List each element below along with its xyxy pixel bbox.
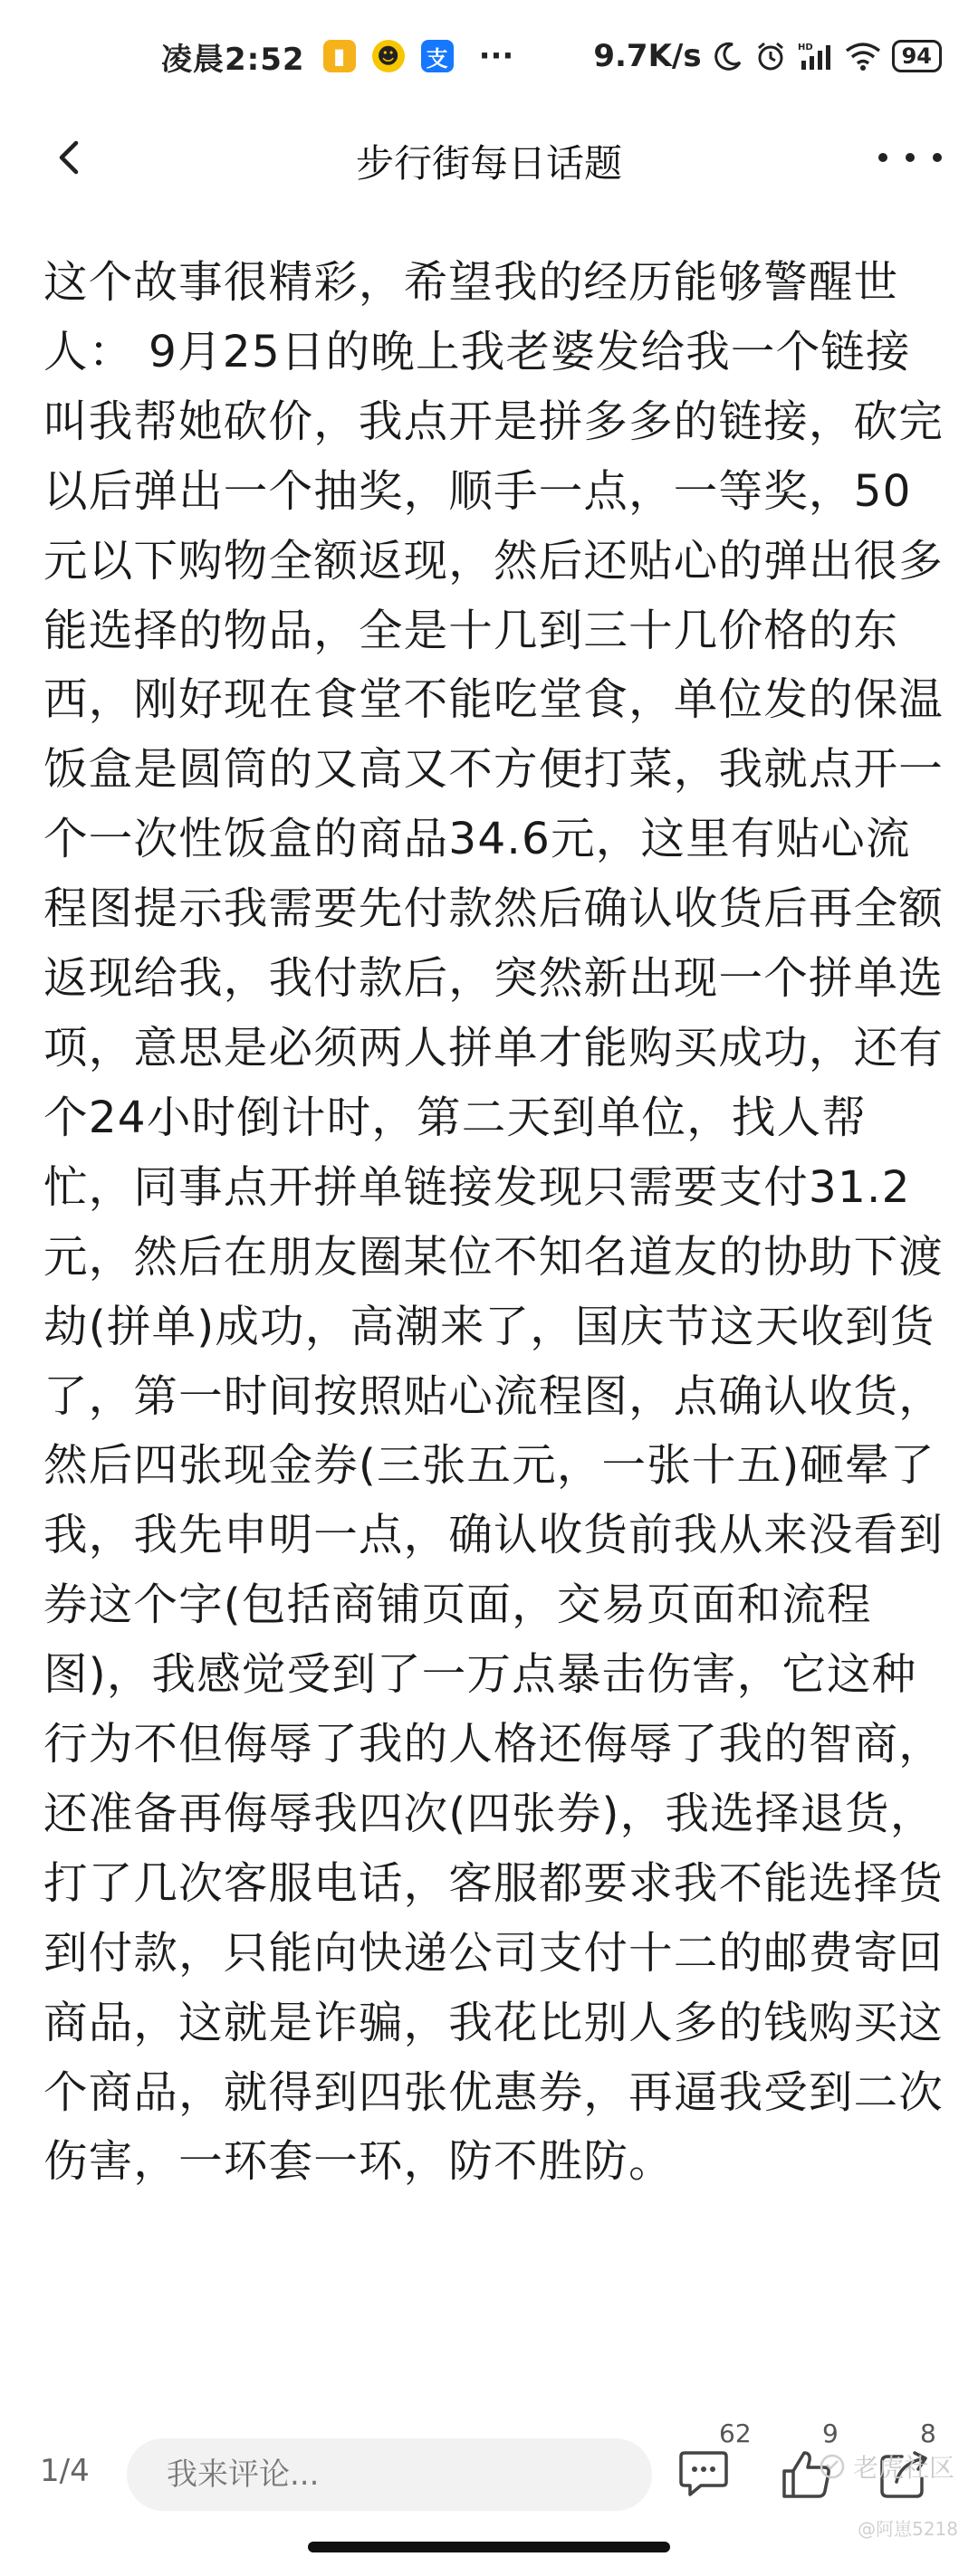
wifi-icon — [845, 42, 881, 71]
comment-input[interactable]: 我来评论... — [127, 2438, 652, 2511]
comment-button[interactable] — [677, 2419, 752, 2505]
network-speed: 9.7K/s — [593, 38, 702, 74]
emoji-app-icon: ☻ — [372, 40, 405, 72]
watermark-text: 老虎社区 — [852, 2453, 954, 2483]
alipay-icon: 支 — [421, 40, 454, 72]
status-right-group — [593, 38, 942, 74]
status-time: 凌晨2:52 — [161, 41, 305, 78]
home-indicator[interactable] — [308, 2542, 670, 2552]
more-button[interactable] — [878, 139, 942, 176]
page-indicator: 1/4 — [40, 2453, 90, 2489]
status-bar — [0, 0, 978, 112]
page-header — [0, 112, 978, 203]
comment-icon — [677, 2449, 730, 2498]
like-count: 9 — [822, 2419, 839, 2448]
watermark-sub: @阿崽5218 — [858, 2518, 958, 2540]
hd-signal-icon — [798, 41, 834, 72]
alarm-icon — [754, 40, 787, 72]
more-dot — [933, 153, 942, 162]
notes-app-icon: ▮ — [323, 40, 356, 72]
page-title: 步行街每日话题 — [355, 141, 622, 186]
moon-icon — [713, 41, 743, 72]
more-dot — [878, 153, 887, 162]
share-count: 8 — [920, 2419, 936, 2448]
watermark — [819, 2448, 954, 2485]
svg-text:HD: HD — [797, 43, 813, 52]
article-body: 这个故事很精彩，希望我的经历能够警醒世人： 9月25日的晚上我老婆发给我一个链接叫我帮她砍价，我点开是拼多多的链接，砍完以后弹出一个抽奖，顺手一点，一等奖，50元以下购物全额返现，然后还贴心的弹出很多能选择的物品，全是十几到三十几价格的东西，刚好现在食堂不能吃堂食，单位发的保温饭盒是圆筒的又高又不方便打菜，我就点开一个一次性饭盒的商品34.6元，这里有贴心流程图提示我需要先付款然后确认收货后再全额返现给我，我付款后，突然新出现一个拼单选项，意思是必须两人拼单才能购买成功，还有个24小时倒计时，第二天到单位，找人帮忙，同事点开拼单链接发现只需要支付31.2元，然后在朋友圈某位不知名道友的协助下渡劫(拼单)成功，高潮来了，国庆节这天收到货了，第一时间按照贴心流程图，点确认收货，然后四张现金券(三张五元，一张十五)砸晕了我，我先申明一点，确认收货前我从来没看到券这个字(包括商铺页面，交易页面和流程图)，我感觉受到了一万点暴击伤害，它这种行为不但侮辱了我的人格还侮辱了我的智商，还准备再侮辱我四次(四张券)，我选择退货，打了几次客服电话，客服都要求我不能选择货到付款，只能向快递公司支付十二的邮费寄回商品，这就是诈骗，我花比别人多的钱购买这个商品，就得到四张优惠券，再逼我受到二次伤害，一环套一环，防不胜防。 — [43, 257, 944, 2188]
comment-count: 62 — [719, 2419, 752, 2448]
battery-icon: 94 — [892, 40, 942, 72]
tiger-logo-icon — [819, 2453, 846, 2480]
status-more-icon: ··· — [478, 38, 514, 74]
more-dot — [906, 153, 915, 162]
